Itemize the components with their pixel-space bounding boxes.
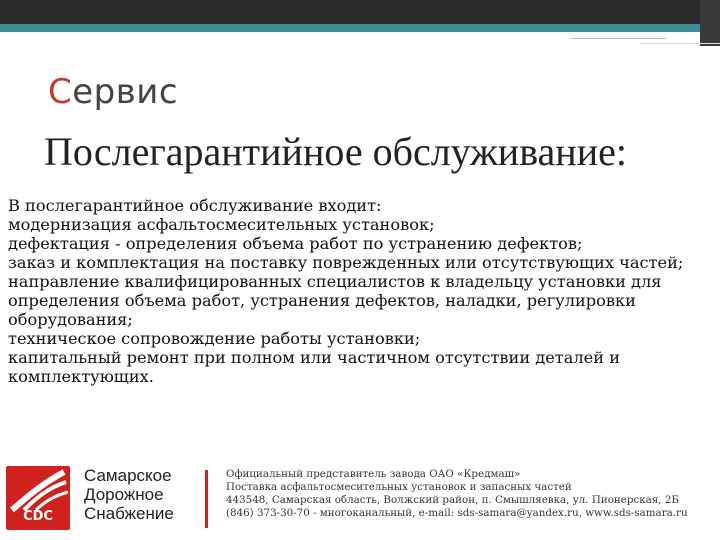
contact-line: Официальный представитель завода ОАО «Кредмаш» [226,468,521,480]
body-line: направление квалифицированных специалистов к владельцу установки для определения объема работ, устранения дефектов, наладки, регулировки оборудования; [8,272,662,329]
body-text [8,196,714,386]
section-title-initial: С [48,72,73,112]
teal-band [0,24,720,32]
contact-line: (846) 373-30-70 - многоканальный, e-mail: sds-samara@yandex.ru, www.sds-samara.ru [226,507,688,519]
body-line: дефектация - определения объема работ по устранению дефектов; [8,234,583,253]
company-name-line: Дорожное [84,485,164,504]
body-line: В послегарантийное обслуживание входит: [8,196,382,215]
company-name-line: Снабжение [84,504,174,523]
body-line: капитальный ремонт при полном или частичном отсутствии деталей и комплектующих. [8,348,620,386]
contact-info [226,468,716,520]
decorative-line [640,43,720,44]
footer-divider [205,470,208,528]
body-line: заказ и комплектация на поставку поврежденных или отсутствующих частей; [8,253,684,272]
top-bar [0,0,720,24]
road-icon [6,466,70,512]
body-line: модернизация асфальтосмесительных установок; [8,215,435,234]
corner-block [700,0,720,46]
contact-line: Поставка асфальтосмесительных установок и запасных частей [226,481,572,493]
company-name-line: Самарское [84,466,172,485]
logo-text: CDC [23,509,53,524]
section-title-rest: ервис [72,72,179,112]
company-logo [6,466,70,530]
footer [0,458,720,540]
company-name [84,466,174,523]
contact-line: 443548, Самарская область, Волжский район, п. Смышляевка, ул. Пионерская, 2Б [226,494,679,506]
body-line: техническое сопровождение работы установки; [8,329,421,348]
slide-title: Послегарантийное обслуживание: [44,129,627,174]
section-title [48,72,178,112]
decorative-line [570,38,666,39]
